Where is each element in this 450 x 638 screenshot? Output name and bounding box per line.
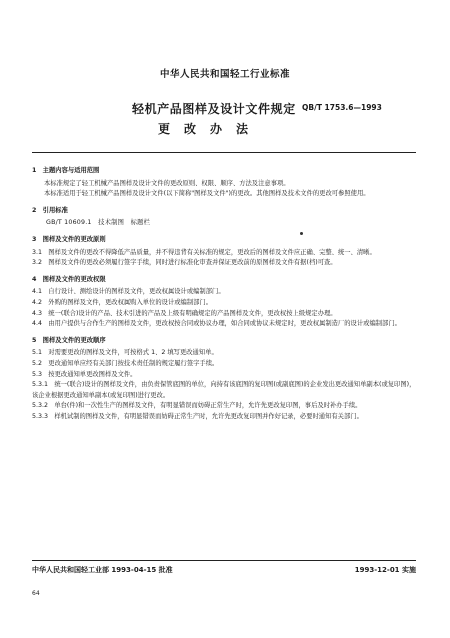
section-4-heading: 4 图样及文件的更改权限 (32, 275, 106, 283)
footer-divider (32, 560, 416, 561)
clause-5-2: 5.2 更改通知单应经有关部门按技术责任制的规定履行签字手续。 (32, 359, 219, 367)
page-number: 64 (32, 590, 40, 597)
clause-4-2: 4.2 外购的图样及文件，更改权属购入单位的设计或编制部门。 (32, 298, 213, 306)
clause-3-2: 3.2 图样及文件的更改必须履行签字手续，同时进行标准化审查并保证更改前的原图样及文件有据(档)可查。 (32, 259, 337, 267)
document-subtitle: 更改办法 (158, 122, 263, 136)
section-1-paragraph-2: 本标准适用于轻工机械产品图样及设计文件(以下简称"图样及文件")的更改。其他图样及技术文件的更改可参照使用。 (44, 190, 370, 198)
section-1-heading: 1 主题内容与适用范围 (32, 167, 100, 174)
clause-5-3: 5.3 按更改通知单更改图样及文件。 (32, 370, 137, 378)
clause-4-1: 4.1 自行设计、测绘设计的图样及文件，更改权属设计或编制部门。 (32, 288, 225, 296)
section-2-heading: 2 引用标准 (32, 206, 68, 214)
approval-statement: 中华人民共和国轻工业部 1993-04-15 批准 (32, 566, 173, 574)
scan-mark-dot (300, 232, 303, 235)
section-5-heading: 5 图样及文件的更改顺序 (32, 336, 106, 344)
clause-5-3-2: 5.3.2 单台(件)和一次性生产的图样及文件，有明显错误而妨碍正常生产时，允许先更改复印图，事后及时补办手续。 (32, 402, 362, 410)
section-1-paragraph-1: 本标准规定了轻工机械产品图样及设计文件的更改原则、权限、顺序、方法及注意事项。 (44, 179, 290, 187)
issuing-organization: 中华人民共和国轻工行业标准 (159, 69, 290, 80)
referenced-standard: GB/T 10609.1 技术制图 标题栏 (46, 219, 151, 227)
clause-5-3-1: 5.3.1 统一(联合)设计的图样及文件，由负责保管底图的单位，向持有该底图的复印图(或副底图)的企业发出更改通知单副本(或复印图)，该企业根据更改通知单副本(或复印图)进行更改。 (32, 381, 416, 399)
document-title: 轻机产品图样及设计文件规定 (132, 102, 296, 116)
clause-5-1: 5.1 对需要更改的图样及文件，可按格式 1、2 填写更改通知单。 (32, 349, 218, 357)
document-body (32, 166, 416, 422)
standard-number: QB/T 1753.6—1993 (302, 103, 382, 112)
section-3-heading: 3 图样及文件的更改原则 (32, 235, 106, 243)
header-divider (32, 152, 416, 153)
clause-4-3: 4.3 统一(联合)设计的产品、技术引进的产品及上级有明确规定的产品图样及文件，更改权按上级规定办理。 (32, 309, 337, 317)
clause-5-3-3: 5.3.3 样机试制的图样及文件，有明显错误而妨碍正常生产时，允许先更改复印图并作好记录，必要时通知有关部门。 (32, 412, 363, 420)
clause-3-1: 3.1 图样及文件的更改不得降低产品质量，并不得违背有关标准的规定，更改后的图样及文件应正确、完整、统一、清晰。 (32, 248, 376, 256)
clause-4-4: 4.4 由用户提供与合作生产的图样及文件，更改权按合同或协议办理，如合同或协议未规定时，更改权属制造厂的设计或编制部门。 (32, 320, 401, 328)
effective-date: 1993-12-01 实施 (354, 566, 416, 574)
